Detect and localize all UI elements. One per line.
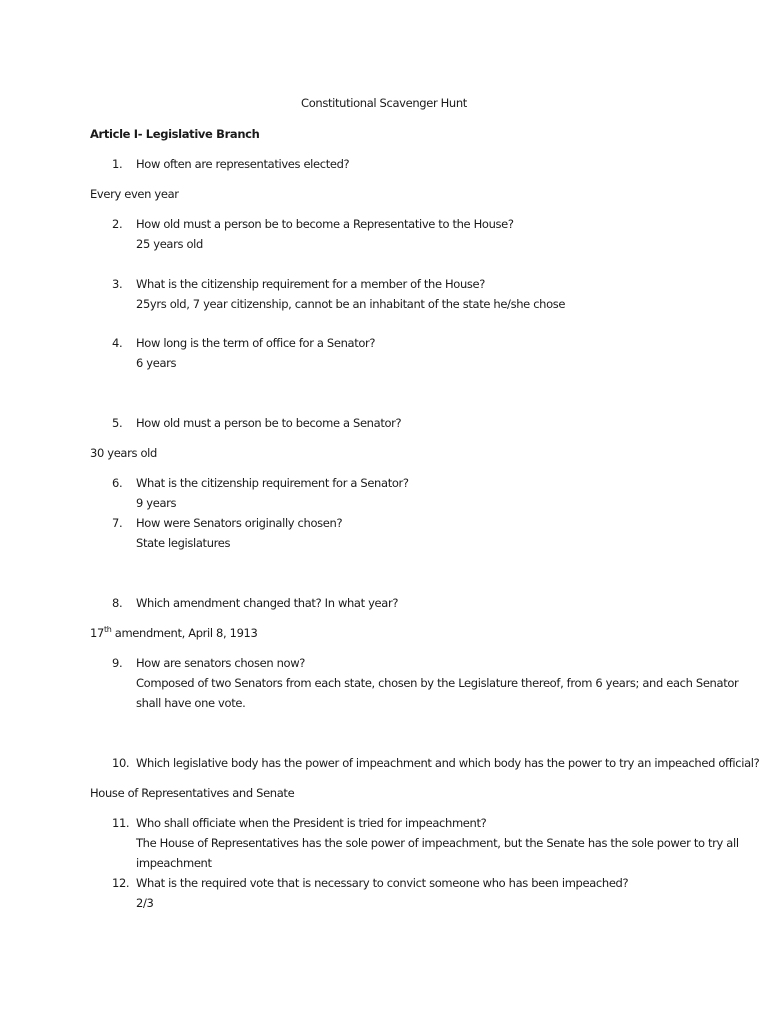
answer-8-suffix: th — [103, 625, 112, 635]
question-number: 3. — [112, 277, 123, 291]
answer-8-ordinal: 17 — [90, 626, 104, 640]
section-heading: Article I- Legislative Branch — [90, 127, 260, 141]
answer-6: 9 years — [136, 496, 177, 510]
document-title: Constitutional Scavenger Hunt — [301, 96, 467, 110]
answer-7: State legislatures — [136, 536, 231, 550]
answer-9-line-2: shall have one vote. — [136, 696, 246, 710]
question-number: 2. — [112, 217, 123, 231]
question-text: How old must a person be to become a Senator? — [136, 416, 402, 430]
question-number: 9. — [112, 656, 123, 670]
answer-8-rest: amendment, April 8, 1913 — [111, 626, 258, 640]
question-text: What is the required vote that is necessary to convict someone who has been impeached? — [136, 876, 629, 890]
question-text: How are senators chosen now? — [136, 656, 306, 670]
answer-8 — [90, 626, 258, 640]
question-text: Which amendment changed that? In what year? — [136, 596, 399, 610]
answer-12: 2/3 — [136, 896, 154, 910]
question-text: How were Senators originally chosen? — [136, 516, 343, 530]
question-text: Which legislative body has the power of impeachment and which body has the power to try an impeached official? — [136, 756, 760, 770]
question-text: How long is the term of office for a Senator? — [136, 336, 376, 350]
question-number: 4. — [112, 336, 123, 350]
question-number: 7. — [112, 516, 123, 530]
question-text: How old must a person be to become a Representative to the House? — [136, 217, 514, 231]
question-number: 1. — [112, 157, 123, 171]
question-number: 11. — [112, 816, 130, 830]
question-number: 5. — [112, 416, 123, 430]
question-text: How often are representatives elected? — [136, 157, 350, 171]
answer-2: 25 years old — [136, 237, 203, 251]
question-number: 8. — [112, 596, 123, 610]
question-number: 10. — [112, 756, 130, 770]
question-number: 12. — [112, 876, 130, 890]
answer-4: 6 years — [136, 356, 177, 370]
answer-11-line-2: impeachment — [136, 856, 212, 870]
answer-10: House of Representatives and Senate — [90, 786, 295, 800]
question-text: What is the citizenship requirement for a member of the House? — [136, 277, 486, 291]
answer-3: 25yrs old, 7 year citizenship, cannot be an inhabitant of the state he/she chose — [136, 297, 566, 311]
answer-5: 30 years old — [90, 446, 157, 460]
question-text: Who shall officiate when the President is tried for impeachment? — [136, 816, 487, 830]
question-text: What is the citizenship requirement for a Senator? — [136, 476, 409, 490]
answer-9-line-1: Composed of two Senators from each state, chosen by the Legislature thereof, from 6 years; and each Senator — [136, 676, 739, 690]
question-number: 6. — [112, 476, 123, 490]
answer-11-line-1: The House of Representatives has the sole power of impeachment, but the Senate has the sole power to try all — [136, 836, 739, 850]
answer-1: Every even year — [90, 187, 179, 201]
